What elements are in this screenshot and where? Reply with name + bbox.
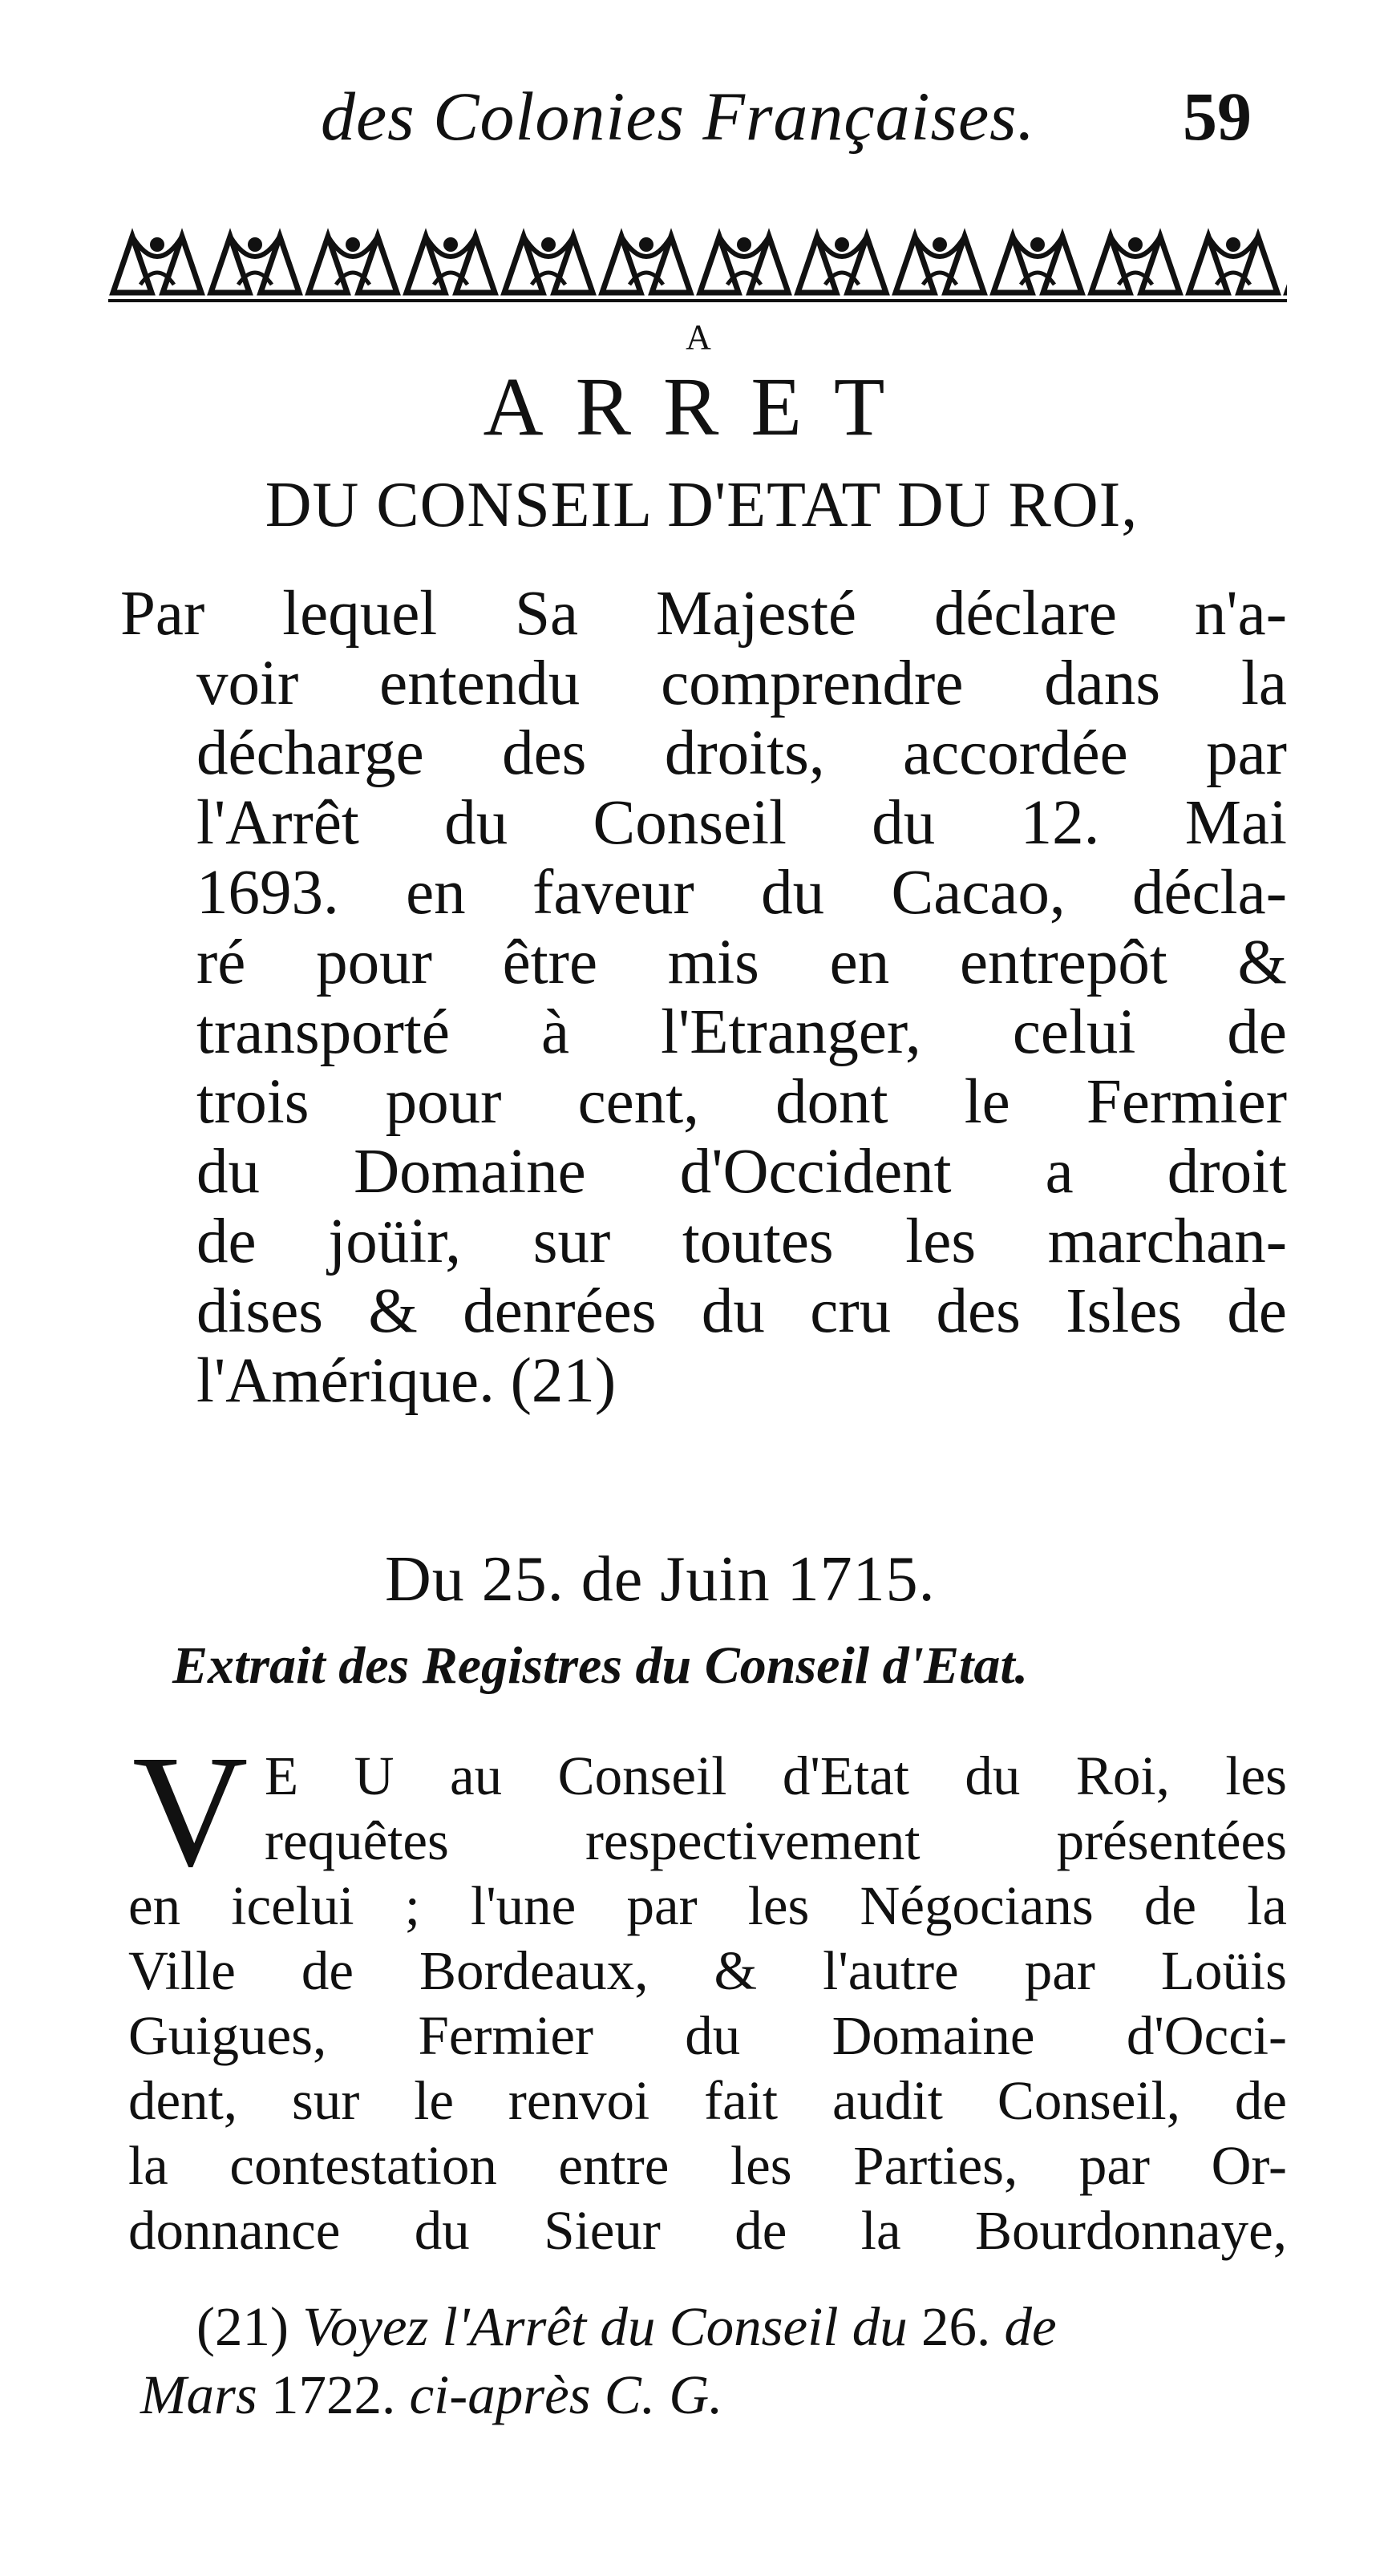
body-line: Guigues, Fermier du Domaine d'Occi- <box>128 2005 1287 2066</box>
heading-prefix: A <box>686 317 714 357</box>
summary-line: ré pour être mis en entrepôt & <box>196 928 1287 997</box>
page-subtitle: DU CONSEIL D'ETAT DU ROI, <box>265 470 1139 540</box>
ornamental-border <box>108 220 1287 309</box>
summary-line: du Domaine d'Occident a droit <box>196 1137 1287 1207</box>
running-title: des Colonies Françaises. <box>321 78 1036 155</box>
summary-line: transporté à l'Etranger, celui de <box>196 997 1287 1067</box>
summary-line: décharge des droits, accordée par <box>196 718 1287 788</box>
body-line: la contestation entre les Parties, par Or- <box>128 2135 1287 2196</box>
summary-line: voir entendu comprendre dans la <box>196 649 1287 718</box>
footnote <box>140 2293 1287 2429</box>
summary-line: 1693. en faveur du Cacao, décla- <box>196 858 1287 928</box>
decree-summary <box>120 579 1287 1416</box>
summary-line: l'Amérique. (21) <box>196 1346 617 1416</box>
body-line: E U au Conseil d'Etat du Roi, les <box>265 1745 1287 1806</box>
footnote-year: 1722. <box>270 2364 396 2425</box>
body-line: Ville de Bordeaux, & l'autre par Loüis <box>128 1940 1287 2001</box>
footnote-text: Voyez l'Arrêt du Conseil du <box>302 2296 908 2357</box>
body-line: en icelui ; l'une par les Négocians de la <box>128 1875 1287 1936</box>
body-line: dent, sur le renvoi fait audit Conseil, de <box>128 2070 1287 2131</box>
summary-line: l'Arrêt du Conseil du 12. Mai <box>196 788 1287 858</box>
footnote-marker: (21) <box>196 2296 289 2357</box>
summary-line: Par lequel Sa Majesté déclare n'a- <box>120 579 1287 649</box>
footnote-text: de <box>1004 2296 1057 2357</box>
body-line: requêtes respectivement présentées <box>265 1810 1287 1871</box>
decree-date: Du 25. de Juin 1715. <box>385 1544 936 1615</box>
body-text <box>128 1744 1287 2263</box>
summary-line: de joüir, sur toutes les marchan- <box>196 1207 1287 1276</box>
summary-line: trois pour cent, dont le Fermier <box>196 1067 1287 1137</box>
footnote-line <box>140 2293 1287 2361</box>
footnote-number: 26. <box>921 2296 991 2357</box>
footnote-text: ci-après C. G. <box>409 2364 723 2425</box>
footnote-text: Mars <box>140 2364 257 2425</box>
footnote-line <box>140 2361 1287 2429</box>
drop-cap: V <box>132 1723 249 1900</box>
page-title: ARRET <box>483 361 917 453</box>
body-line: donnance du Sieur de la Bourdonnaye, <box>128 2200 1287 2261</box>
page-number: 59 <box>1183 78 1252 155</box>
summary-line: dises & denrées du cru des Isles de <box>196 1276 1287 1346</box>
extract-heading: Extrait des Registres du Conseil d'Etat. <box>172 1636 1029 1695</box>
